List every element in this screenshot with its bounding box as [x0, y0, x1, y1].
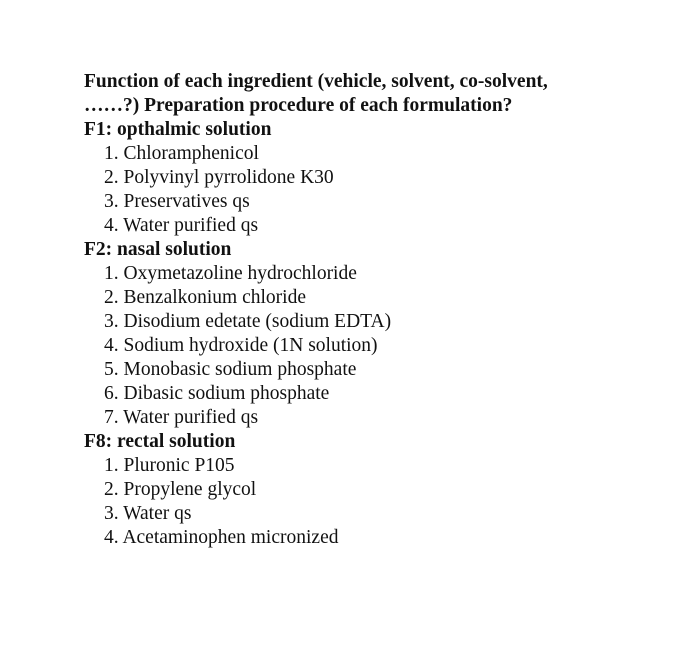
ingredient-list [84, 454, 684, 550]
ingredient-list [84, 142, 684, 238]
ingredient-item: 6 . Dibasic sodium phosphate [104, 382, 684, 406]
ingredient-item: 3 . Water qs [104, 502, 684, 526]
ingredient-list [84, 262, 684, 430]
ingredient-item: 1 . Pluronic P105 [104, 454, 684, 478]
ingredient-item: 1 . Chloramphenicol [104, 142, 684, 166]
ingredient-item: 2 . Polyvinyl pyrrolidone K30 [104, 166, 684, 190]
question-line-1: Function of each ingredient (vehicle, solvent, co-solvent, [84, 71, 548, 92]
ingredient-item: 2 . Benzalkonium chloride [104, 286, 684, 310]
document-body [84, 70, 684, 550]
formulation-f8 [84, 430, 684, 550]
ingredient-item: 4 . Water purified qs [104, 214, 684, 238]
formulation-f2 [84, 238, 684, 430]
question-line-2: ……?) Preparation procedure of each formulation? [84, 95, 513, 116]
ingredient-item: 4 . Acetaminophen micronized [104, 526, 684, 550]
ingredient-item: 7 . Water purified qs [104, 406, 684, 430]
ingredient-item: 3 . Preservatives qs [104, 190, 684, 214]
ingredient-item: 1 . Oxymetazoline hydrochloride [104, 262, 684, 286]
ingredient-item: 2 . Propylene glycol [104, 478, 684, 502]
formulation-heading: F8: rectal solution [84, 431, 236, 452]
formulation-heading: F2: nasal solution [84, 239, 232, 260]
formulation-heading: F1: opthalmic solution [84, 119, 272, 140]
ingredient-item: 4 . Sodium hydroxide (1N solution) [104, 334, 684, 358]
formulation-f1 [84, 118, 684, 238]
ingredient-item: 3 . Disodium edetate (sodium EDTA) [104, 310, 684, 334]
ingredient-item: 5 . Monobasic sodium phosphate [104, 358, 684, 382]
